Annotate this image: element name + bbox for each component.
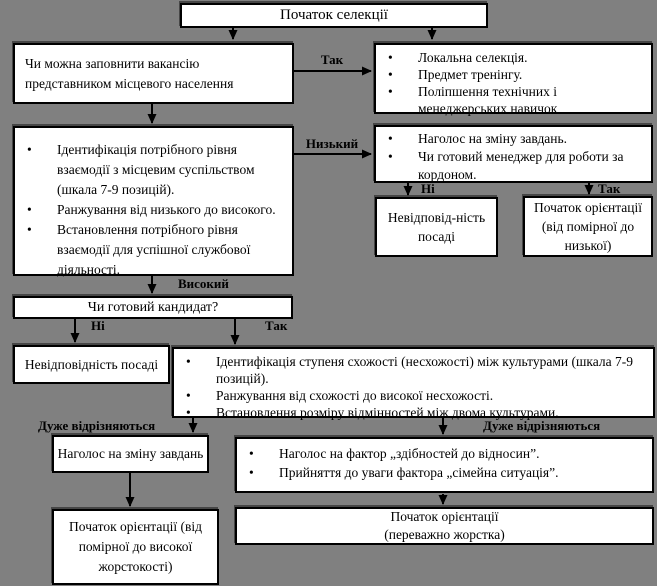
node-orientation-high-label: Початок орієнтації (від помірної до високої жорстокості) — [69, 519, 202, 574]
list-item: • Предмет тренінгу. — [388, 67, 523, 82]
edge-label-no-candidate: Ні — [91, 318, 105, 333]
node-mismatch-position-2 — [13, 345, 170, 384]
edge-label-differ-left: Дуже відрізняються — [38, 418, 156, 433]
bullet-icon: • — [388, 84, 393, 99]
list-item: • Встановлення потрібного рівня взаємодії для успішної службової діяльності. — [27, 222, 251, 277]
node-task-change — [52, 435, 209, 473]
edge-label-differ-right: Дуже відрізняються — [483, 418, 601, 433]
edge-label-no-manager: Ні — [421, 181, 435, 196]
node-task-emphasis — [374, 125, 653, 183]
node-vacancy-question-label: Чи можна заповнити вакансію представником місцевого населення — [25, 55, 234, 91]
list-item: • Локальна селекція. — [388, 50, 528, 65]
node-orientation-high — [52, 509, 219, 585]
node-start-selection — [180, 3, 488, 28]
list-item: • Встановлення розміру відмінностей між двома культурами. — [186, 405, 559, 420]
list-item: • Ідентифікація потрібного рівня взаємодії з місцевим суспільством (шкала 7-9 позицій). — [27, 142, 255, 197]
node-orientation-rigid-line1: Початок орієнтації — [390, 509, 499, 524]
bullet-icon: • — [249, 446, 254, 461]
bullet-icon: • — [388, 149, 393, 164]
edge-label-high: Високий — [178, 276, 229, 291]
node-mismatch-position-1 — [375, 197, 498, 257]
list-item: • Наголос на зміну завдань. — [388, 131, 568, 146]
bullet-icon: • — [186, 388, 191, 403]
bullet-icon: • — [27, 142, 32, 157]
bullet-icon: • — [388, 50, 393, 65]
node-vacancy-question — [13, 43, 294, 104]
node-candidate-ready — [13, 296, 293, 319]
edge-label-yes-manager: Так — [598, 181, 621, 196]
bullet-icon: • — [186, 405, 191, 420]
bullet-icon: • — [388, 67, 393, 82]
node-start-selection-label: Початок селекції — [280, 7, 388, 23]
edge-label-yes-top: Так — [320, 52, 344, 67]
bullet-icon: • — [27, 202, 32, 217]
edge-label-low: Низький — [305, 136, 359, 151]
node-orientation-low — [523, 196, 653, 257]
list-item: • Прийняття до уваги фактора „сімейна ситуація”. — [249, 465, 559, 480]
list-item: • Ранжування від схожості до високої несхожості. — [186, 388, 494, 403]
list-item: • Наголос на фактор „здібностей до відносин”. — [249, 446, 540, 461]
node-orientation-rigid — [235, 507, 654, 545]
node-mismatch-position-1-label: Невідповід-ність посаді — [387, 210, 486, 244]
node-interaction-level — [13, 126, 294, 276]
list-item: • Ранжування від низького до високого. — [27, 200, 288, 220]
list-item: • Ідентифікація ступеня схожості (несхожості) між культурами (шкала 7-9 позицій). — [186, 354, 633, 386]
edge-label-yes-candidate: Так — [265, 318, 288, 333]
bullet-icon: • — [186, 354, 191, 369]
node-culture-similarity — [172, 347, 655, 418]
bullet-icon: • — [388, 131, 393, 146]
list-item: • Чи готовий менеджер для роботи за кордоном. — [388, 149, 624, 182]
node-orientation-rigid-line2: (переважно жорстка) — [384, 527, 505, 542]
list-item: • Поліпшення технічних і менеджерських навичок — [388, 84, 558, 116]
node-task-change-label: Наголос на зміну завдань — [57, 446, 204, 461]
bullet-icon: • — [249, 465, 254, 480]
node-candidate-ready-label: Чи готовий кандидат? — [87, 299, 219, 315]
bullet-icon: • — [27, 222, 32, 237]
node-mismatch-position-2-label: Невідповідність посаді — [24, 356, 159, 372]
node-relation-factors — [235, 437, 654, 493]
node-local-selection — [374, 43, 653, 114]
node-orientation-low-label: Початок орієнтації (від помірної до низької) — [533, 200, 643, 253]
